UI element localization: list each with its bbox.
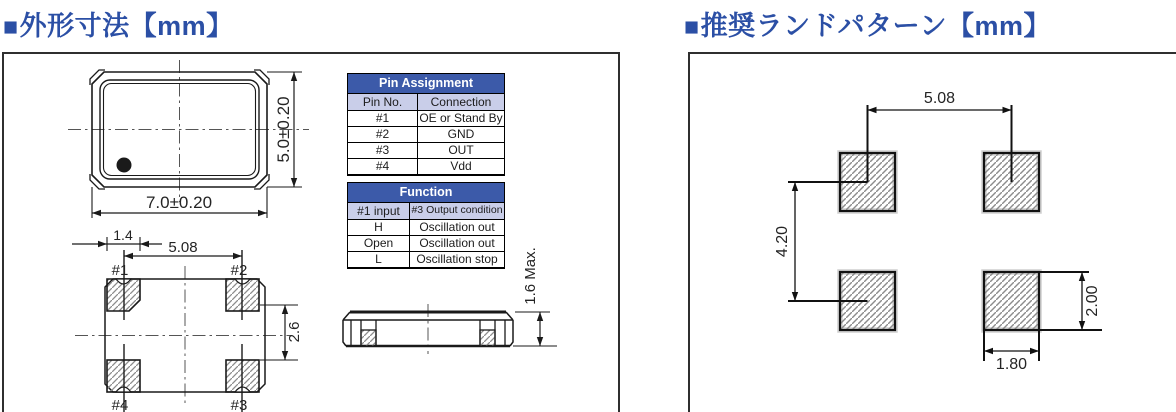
input-state-cell: L	[348, 252, 410, 269]
table-row	[348, 111, 505, 127]
square-bullet-icon: ■	[684, 13, 700, 41]
pin-number-cell: #3	[348, 143, 418, 159]
pin-label-4: #4	[111, 397, 129, 412]
outline-drawing	[4, 54, 620, 412]
connection-cell: OE or Stand By	[419, 111, 503, 126]
dim-label-pitch-y: 4.20	[774, 225, 791, 258]
output-condition-cell: Oscillation out	[410, 236, 505, 252]
input-state-cell: H	[348, 220, 410, 236]
column-header: #1 input	[348, 203, 410, 220]
dimension-pad-height	[1039, 272, 1102, 330]
dimension-pad-width	[984, 330, 1039, 373]
dim-label-pitch-x: 5.08	[923, 90, 956, 107]
output-condition-cell: Oscillation out	[410, 220, 505, 236]
column-header: #3 Output condition	[410, 203, 505, 220]
dim-label-width: 7.0±0.20	[145, 193, 213, 212]
dimension-width	[92, 187, 267, 218]
pin1-index-dot	[117, 158, 132, 173]
section-title-outline-dimensions	[3, 4, 234, 43]
dimension-pad-pitch	[124, 239, 242, 259]
dim-label-pad-width: 1.80	[995, 356, 1028, 373]
dim-label-height: 5.0±0.20	[274, 96, 293, 163]
pin-label-2: #2	[230, 262, 248, 279]
table-row	[348, 236, 505, 252]
package-bottom-view	[72, 227, 303, 412]
dimension-thickness	[513, 247, 557, 346]
land-pad-bottom-right	[984, 272, 1039, 330]
table-row	[348, 252, 505, 269]
table-row	[348, 143, 505, 159]
square-bullet-icon: ■	[3, 13, 19, 41]
pin-number-cell: #4	[348, 159, 418, 176]
dim-label-pad-width: 1.4	[113, 227, 133, 243]
table-row	[348, 127, 505, 143]
table-title: Pin Assignment	[348, 74, 505, 94]
dim-label-pad-gap: 2.6	[286, 321, 303, 343]
connection-cell: GND	[418, 127, 505, 143]
outline-dimensions-panel	[2, 52, 620, 412]
pin-number-cell: #2	[348, 127, 418, 143]
land-pattern-panel	[688, 52, 1176, 412]
pin-label-3: #3	[230, 397, 248, 412]
output-condition-cell: Oscillation stop	[410, 252, 505, 269]
dimension-pad-width	[72, 227, 162, 251]
pin-label-1: #1	[111, 262, 129, 279]
dim-label-pad-pitch: 5.08	[168, 239, 198, 256]
column-header: Connection	[418, 94, 505, 111]
section-title-land-pattern	[684, 4, 1051, 43]
land-pattern-drawing	[690, 54, 1176, 412]
pin-assignment-table	[347, 73, 505, 176]
dim-label-thickness: 1.6 Max.	[522, 247, 539, 305]
package-top-view	[68, 60, 309, 218]
table-row	[348, 159, 505, 176]
pad-cross-section	[361, 330, 376, 346]
table-title: Function	[348, 183, 505, 203]
dim-label-pad-height: 2.00	[1084, 285, 1101, 317]
section-title-text: 外形寸法【mm】	[19, 11, 234, 41]
section-title-text: 推奨ランドパターン【mm】	[700, 11, 1052, 41]
pin-number-cell: #1	[348, 111, 418, 127]
pad-cross-section	[480, 330, 495, 346]
column-header: Pin No.	[348, 94, 418, 111]
dimension-pad-gap	[260, 305, 303, 360]
connection-cell: OUT	[418, 143, 505, 159]
input-state-cell: Open	[348, 236, 410, 252]
table-row	[348, 220, 505, 236]
connection-cell: Vdd	[418, 159, 505, 176]
function-table	[347, 182, 505, 269]
